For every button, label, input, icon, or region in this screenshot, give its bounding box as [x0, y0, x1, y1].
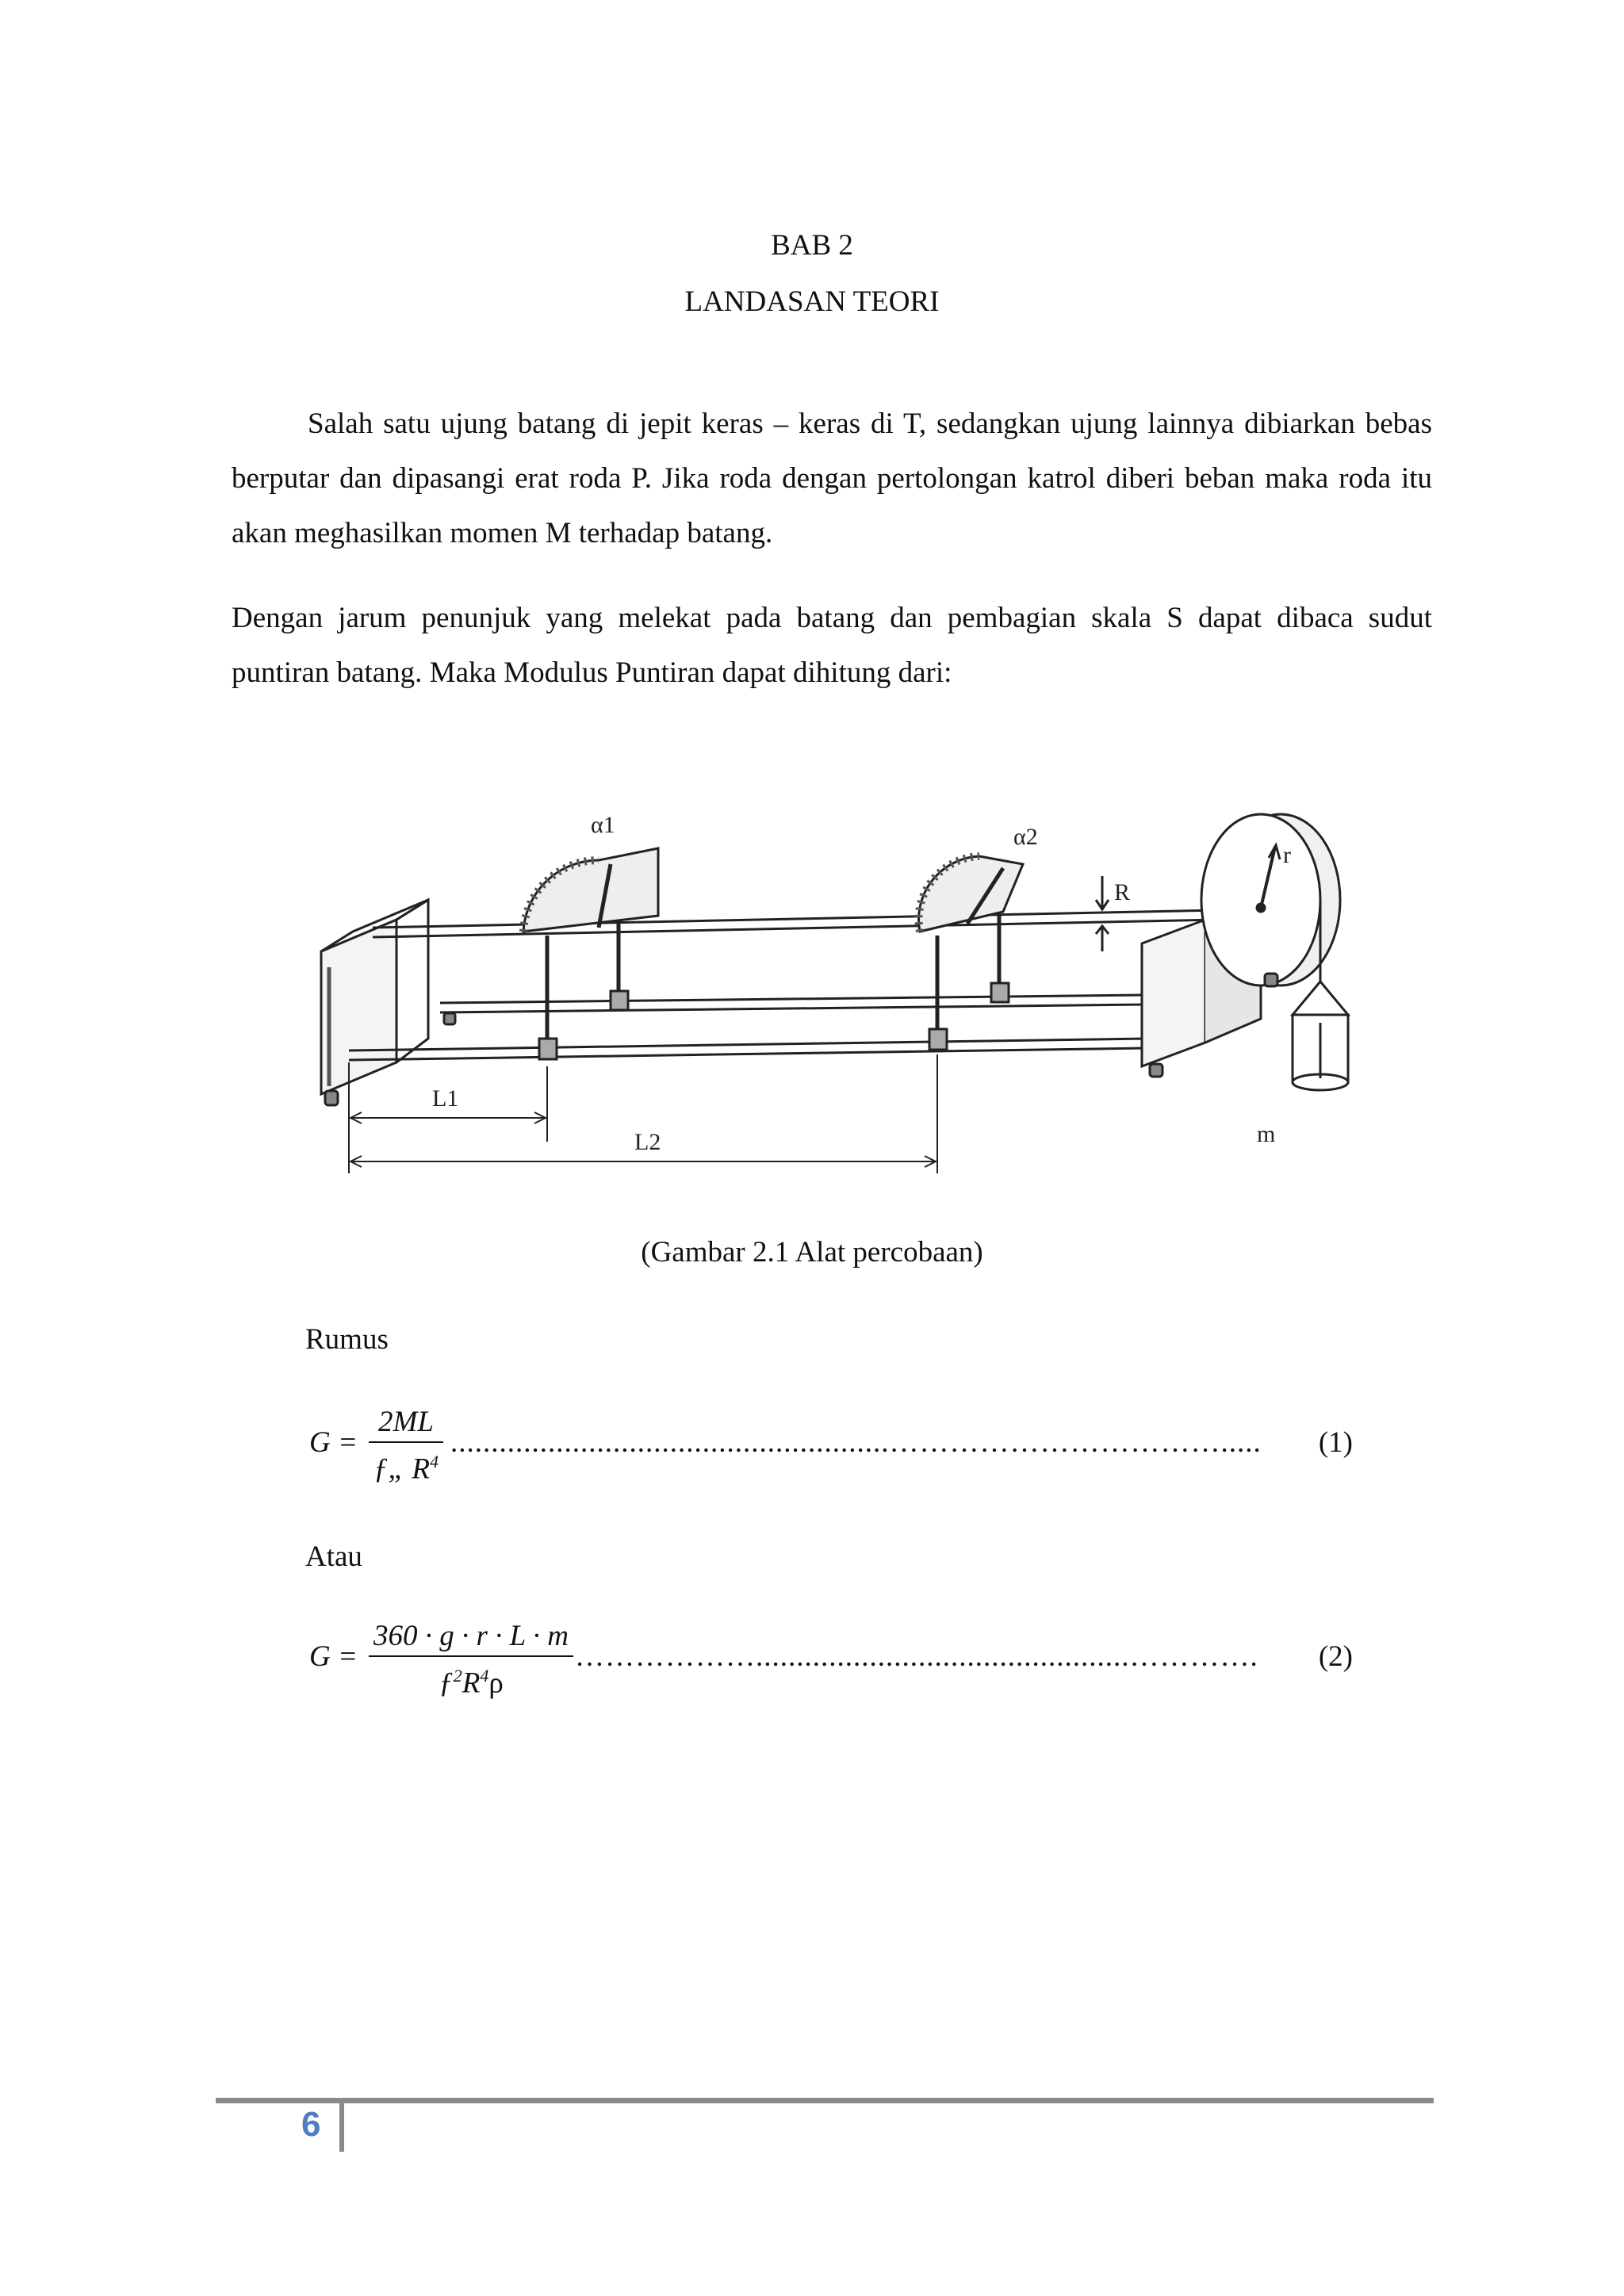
eq1-lhs: G = — [309, 1426, 358, 1459]
eq1-denominator: ƒ„ $R^4$ — [373, 1452, 439, 1486]
apparatus-figure — [285, 801, 1380, 1189]
label-r: r — [1283, 842, 1291, 868]
chapter-heading: BAB 2 — [771, 229, 853, 262]
eq2-denominator: $ƒ^2R^4\rho$ — [439, 1666, 504, 1700]
page-number-divider — [339, 2101, 344, 2152]
label-R: R — [1114, 879, 1131, 905]
equation-1 — [309, 1403, 1353, 1490]
label-alpha1: α1 — [591, 812, 615, 838]
right-support-face — [1142, 920, 1205, 1066]
figure-caption: (Gambar 2.1 Alat percobaan) — [641, 1236, 983, 1269]
equation-2 — [309, 1617, 1353, 1705]
paragraph-1: Salah satu ujung batang di jepit keras – keras di T, sedangkan ujung lainnya dibiarkan bebas berputar dan dipasangi erat roda P. Jika roda dengan pertolongan katrol diberi beban maka roda itu akan meghasilkan momen M terhadap batang. — [232, 408, 1432, 549]
eq2-number: (2) — [1318, 1640, 1353, 1673]
eq2-numerator: 360 · g · r · L · m — [373, 1620, 569, 1652]
eq2-lhs: G = — [309, 1640, 358, 1673]
paragraph-2: Dengan jarum penunjuk yang melekat pada batang dan pembagian skala S dapat dibaca sudut puntiran batang. Maka Modulus Puntiran dapat dihitung dari: — [232, 602, 1432, 689]
eq1-numerator: 2ML — [378, 1406, 434, 1438]
mass-hook — [1293, 982, 1348, 1015]
left-support-side — [396, 900, 428, 1062]
formula-label-rumus: Rumus — [305, 1323, 389, 1356]
torsion-rod — [373, 910, 1217, 928]
wheel-front — [1201, 814, 1320, 985]
label-L1: L1 — [432, 1085, 459, 1112]
footer-rule — [216, 2098, 1434, 2103]
eq1-leader-dots: ......................................................……………………………..... — [450, 1426, 1262, 1459]
protractor-1 — [523, 848, 658, 932]
label-m: m — [1257, 1121, 1276, 1147]
eq2-fraction — [369, 1617, 573, 1702]
eq1-number: (1) — [1318, 1426, 1353, 1459]
label-alpha2: α2 — [1013, 824, 1038, 850]
apparatus-drawing — [321, 814, 1348, 1173]
formula-label-atau: Atau — [305, 1540, 362, 1573]
chapter-title: LANDASAN TEORI — [684, 285, 940, 318]
label-L2: L2 — [634, 1129, 661, 1155]
page-number: 6 — [301, 2105, 321, 2144]
eq2-leader-dots: ………………..............................................…………. — [575, 1640, 1258, 1673]
eq1-fraction — [369, 1403, 443, 1488]
